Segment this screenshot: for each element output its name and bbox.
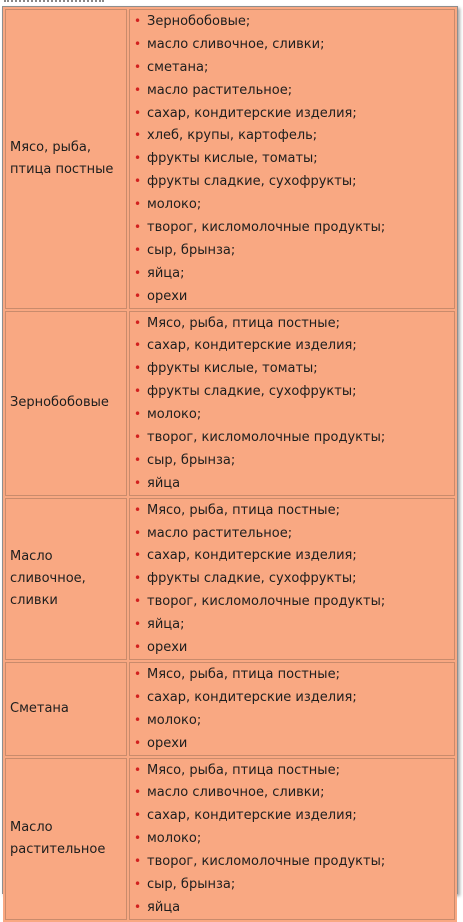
compatible-items-cell — [129, 662, 455, 756]
list-item — [134, 544, 454, 567]
bullet-icon: • — [134, 475, 142, 490]
compatible-items-cell — [129, 311, 455, 496]
item-text: фрукты сладкие, сухофрукты; — [147, 571, 357, 587]
compatible-items-list — [134, 499, 454, 659]
bullet-icon: • — [134, 666, 142, 681]
bullet-icon: • — [134, 876, 142, 891]
list-item — [134, 613, 454, 636]
bullet-icon: • — [134, 14, 142, 28]
bullet-icon: • — [134, 785, 142, 800]
list-item — [134, 636, 454, 659]
list-item — [134, 567, 454, 590]
bullet-icon: • — [134, 594, 142, 609]
list-item — [134, 33, 454, 56]
compatible-items-cell — [129, 758, 455, 920]
list-item — [134, 449, 454, 472]
compatible-items-list — [134, 312, 454, 495]
item-text: Зернобобовые; — [147, 14, 251, 29]
list-item — [134, 56, 454, 79]
bullet-icon: • — [134, 338, 142, 353]
table-row — [5, 758, 455, 920]
list-item — [134, 827, 454, 850]
item-text: хлеб, крупы, картофель; — [147, 128, 318, 144]
product-cell — [5, 9, 127, 309]
bullet-icon: • — [134, 220, 142, 235]
bullet-icon: • — [134, 197, 142, 212]
table-row — [5, 498, 455, 660]
bullet-icon: • — [134, 59, 142, 74]
list-item — [134, 499, 454, 522]
bullet-icon: • — [134, 571, 142, 586]
bullet-icon: • — [134, 384, 142, 399]
list-item — [134, 170, 454, 193]
item-text: сахар, кондитерские изделия; — [147, 689, 357, 705]
item-text: орехи — [147, 640, 188, 656]
list-item — [134, 663, 454, 686]
compatible-items-list — [134, 10, 454, 308]
item-text: яйца — [147, 475, 181, 491]
bullet-icon: • — [134, 361, 142, 376]
product-cell — [5, 758, 127, 920]
item-text: яйца — [147, 899, 181, 915]
item-text: молоко; — [147, 831, 202, 847]
item-text: творог, кисломолочные продукты; — [147, 594, 386, 610]
product-cell — [5, 311, 127, 496]
list-item — [134, 896, 454, 919]
bullet-icon: • — [134, 525, 142, 540]
product-name: Сметана — [10, 700, 69, 716]
list-item — [134, 709, 454, 732]
product-name: Масло сливочное, сливки — [10, 548, 86, 608]
bullet-icon: • — [134, 174, 142, 189]
list-item — [134, 403, 454, 426]
list-item — [134, 285, 454, 308]
bullet-icon: • — [134, 735, 142, 750]
bullet-icon: • — [134, 854, 142, 869]
item-text: творог, кисломолочные продукты; — [147, 430, 386, 446]
item-text: масло сливочное, сливки; — [147, 785, 325, 801]
bullet-icon: • — [134, 265, 142, 280]
item-text: творог, кисломолочные продукты; — [147, 220, 386, 236]
item-text: Мясо, рыба, птица постные; — [147, 762, 340, 778]
compatible-items-list — [134, 759, 454, 919]
item-text: яйца; — [147, 617, 185, 633]
item-text: орехи — [147, 735, 188, 751]
bullet-icon: • — [134, 762, 142, 777]
list-item — [134, 262, 454, 285]
list-item — [134, 873, 454, 896]
list-item — [134, 426, 454, 449]
bullet-icon: • — [134, 407, 142, 422]
list-item — [134, 79, 454, 102]
list-item — [134, 216, 454, 239]
table-body — [5, 9, 455, 920]
item-text: сыр, брынза; — [147, 452, 236, 468]
compatible-items-cell — [129, 498, 455, 660]
table-row — [5, 662, 455, 756]
item-text: сахар, кондитерские изделия; — [147, 105, 357, 121]
item-text: орехи — [147, 288, 188, 304]
item-text: фрукты сладкие, сухофрукты; — [147, 384, 357, 400]
item-text: сахар, кондитерские изделия; — [147, 548, 357, 564]
bullet-icon: • — [134, 315, 142, 330]
item-text: масло сливочное, сливки; — [147, 36, 325, 52]
item-text: сыр, брынза; — [147, 876, 236, 892]
item-text: яйца; — [147, 265, 185, 281]
compatible-items-cell — [129, 9, 455, 309]
bullet-icon: • — [134, 151, 142, 166]
list-item — [134, 102, 454, 125]
item-text: молоко; — [147, 407, 202, 423]
list-item — [134, 590, 454, 613]
item-text: сахар, кондитерские изделия; — [147, 808, 357, 824]
bullet-icon: • — [134, 502, 142, 517]
bullet-icon: • — [134, 808, 142, 823]
bullet-icon: • — [134, 640, 142, 655]
bullet-icon: • — [134, 288, 142, 303]
food-combination-table-frame — [2, 6, 458, 915]
list-item — [134, 686, 454, 709]
list-item — [134, 850, 454, 873]
list-item — [134, 732, 454, 755]
item-text: сметана; — [147, 59, 209, 75]
bullet-icon: • — [134, 831, 142, 846]
list-item — [134, 380, 454, 403]
table-row — [5, 311, 455, 496]
list-item — [134, 239, 454, 262]
list-item — [134, 781, 454, 804]
item-text: фрукты кислые, томаты; — [147, 361, 318, 377]
item-text: Мясо, рыба, птица постные; — [147, 666, 340, 682]
product-cell — [5, 498, 127, 660]
item-text: фрукты кислые, томаты; — [147, 151, 318, 167]
list-item — [134, 10, 454, 33]
item-text: молоко; — [147, 712, 202, 728]
bullet-icon: • — [134, 82, 142, 97]
product-name: Масло растительное — [10, 819, 106, 857]
bullet-icon: • — [134, 105, 142, 120]
food-combination-table — [3, 7, 457, 922]
list-item — [134, 193, 454, 216]
product-name: Зернобобовые — [10, 395, 109, 411]
list-item — [134, 334, 454, 357]
bullet-icon: • — [134, 689, 142, 704]
bullet-icon: • — [134, 617, 142, 632]
list-item — [134, 804, 454, 827]
list-item — [134, 357, 454, 380]
bullet-icon: • — [134, 242, 142, 257]
bullet-icon: • — [134, 899, 142, 914]
item-text: масло растительное; — [147, 82, 293, 98]
list-item — [134, 147, 454, 170]
list-item — [134, 759, 454, 782]
item-text: сахар, кондитерские изделия; — [147, 338, 357, 354]
bullet-icon: • — [134, 452, 142, 467]
list-item — [134, 124, 454, 147]
list-item — [134, 522, 454, 545]
compatible-items-list — [134, 663, 454, 755]
bullet-icon: • — [134, 128, 142, 143]
cropped-text-fragment — [4, 0, 124, 5]
item-text: масло растительное; — [147, 525, 293, 541]
bullet-icon: • — [134, 36, 142, 51]
product-cell — [5, 662, 127, 756]
item-text: Мясо, рыба, птица постные; — [147, 502, 340, 518]
item-text: сыр, брынза; — [147, 242, 236, 258]
bullet-icon: • — [134, 548, 142, 563]
item-text: молоко; — [147, 197, 202, 213]
table-row — [5, 9, 455, 309]
item-text: Мясо, рыба, птица постные; — [147, 315, 340, 331]
product-name: Мясо, рыба, птица постные — [10, 139, 114, 177]
item-text: творог, кисломолочные продукты; — [147, 854, 386, 870]
item-text: фрукты сладкие, сухофрукты; — [147, 174, 357, 190]
bullet-icon: • — [134, 712, 142, 727]
list-item — [134, 472, 454, 495]
list-item — [134, 312, 454, 335]
bullet-icon: • — [134, 430, 142, 445]
